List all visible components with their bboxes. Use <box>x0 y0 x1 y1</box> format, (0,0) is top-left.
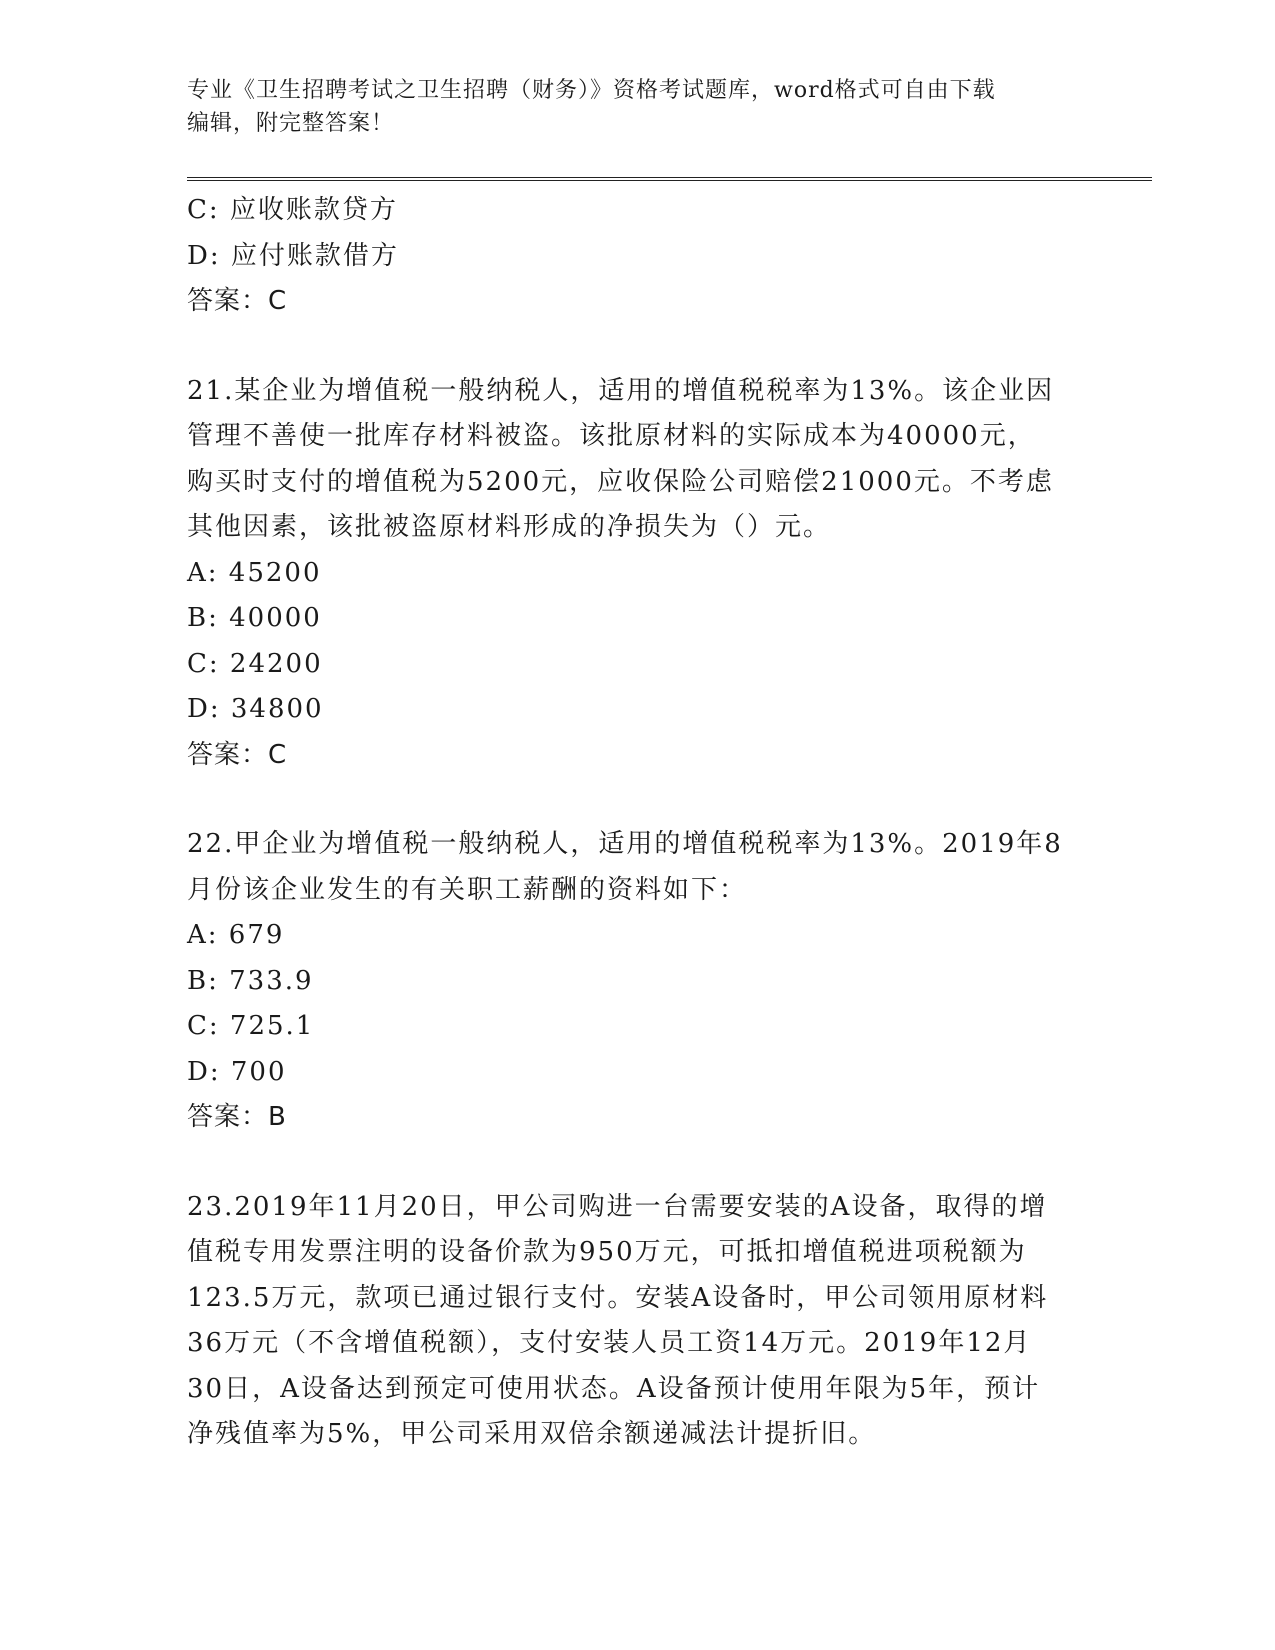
question-23 <box>187 1185 1087 1458</box>
question-stem-line: 36万元（不含增值税额），支付安装人员工资14万元。2019年12月 <box>187 1328 1032 1358</box>
page-header <box>187 74 1067 140</box>
question-stem-line: 23.2019年11月20日，甲公司购进一台需要安装的A设备，取得的增 <box>187 1191 1048 1222</box>
option-c: C: 725.1 <box>187 1011 315 1041</box>
header-divider <box>187 177 1152 181</box>
header-line-1: 专业《卫生招聘考试之卫生招聘（财务）》资格考试题库，word格式可自由下载 <box>187 78 996 103</box>
question-21 <box>187 369 1087 779</box>
answer-line: 答案：B <box>187 1102 287 1132</box>
option-a: A: 679 <box>187 920 285 950</box>
option-c: C: 应收账款贷方 <box>187 195 398 225</box>
option-a: A: 45200 <box>187 557 322 588</box>
option-b: B: 733.9 <box>187 965 314 996</box>
option-d: D: 700 <box>187 1056 287 1087</box>
question-stem-line: 21.某企业为增值税一般纳税人，适用的增值税税率为13%。该企业因 <box>187 375 1055 406</box>
answer-line: 答案：C <box>187 739 288 770</box>
question-stem-line: 月份该企业发生的有关职工薪酬的资料如下： <box>187 874 748 905</box>
question-22 <box>187 822 1087 1141</box>
option-d: D: 应付账款借方 <box>187 240 399 271</box>
question-stem-line: 123.5万元，款项已通过银行支付。安装A设备时，甲公司领用原材料 <box>187 1282 1049 1313</box>
question-stem-line: 22.甲企业为增值税一般纳税人，适用的增值税税率为13%。2019年8 <box>187 829 1063 859</box>
question-stem-line: 管理不善使一批库存材料被盗。该批原材料的实际成本为40000元， <box>187 421 1036 451</box>
option-c: C: 24200 <box>187 648 323 679</box>
document-body <box>187 188 1087 1458</box>
question-stem-line: 净残值率为5%，甲公司采用双倍余额递减法计提折旧。 <box>187 1419 877 1449</box>
option-d: D: 34800 <box>187 694 324 724</box>
answer-line: 答案：C <box>187 286 288 316</box>
question-stem-line: 购买时支付的增值税为5200元，应收保险公司赔偿21000元。不考虑 <box>187 466 1054 497</box>
option-b: B: 40000 <box>187 603 322 633</box>
question-stem-line: 30日，A设备达到预定可使用状态。A设备预计使用年限为5年，预计 <box>187 1373 1041 1404</box>
question-stem-line: 值税专用发票注明的设备价款为950万元，可抵扣增值税进项税额为 <box>187 1237 1027 1267</box>
question-20 <box>187 188 1087 325</box>
question-stem-line: 其他因素，该批被盗原材料形成的净损失为（）元。 <box>187 512 832 542</box>
header-line-2: 编辑，附完整答案！ <box>187 111 395 136</box>
